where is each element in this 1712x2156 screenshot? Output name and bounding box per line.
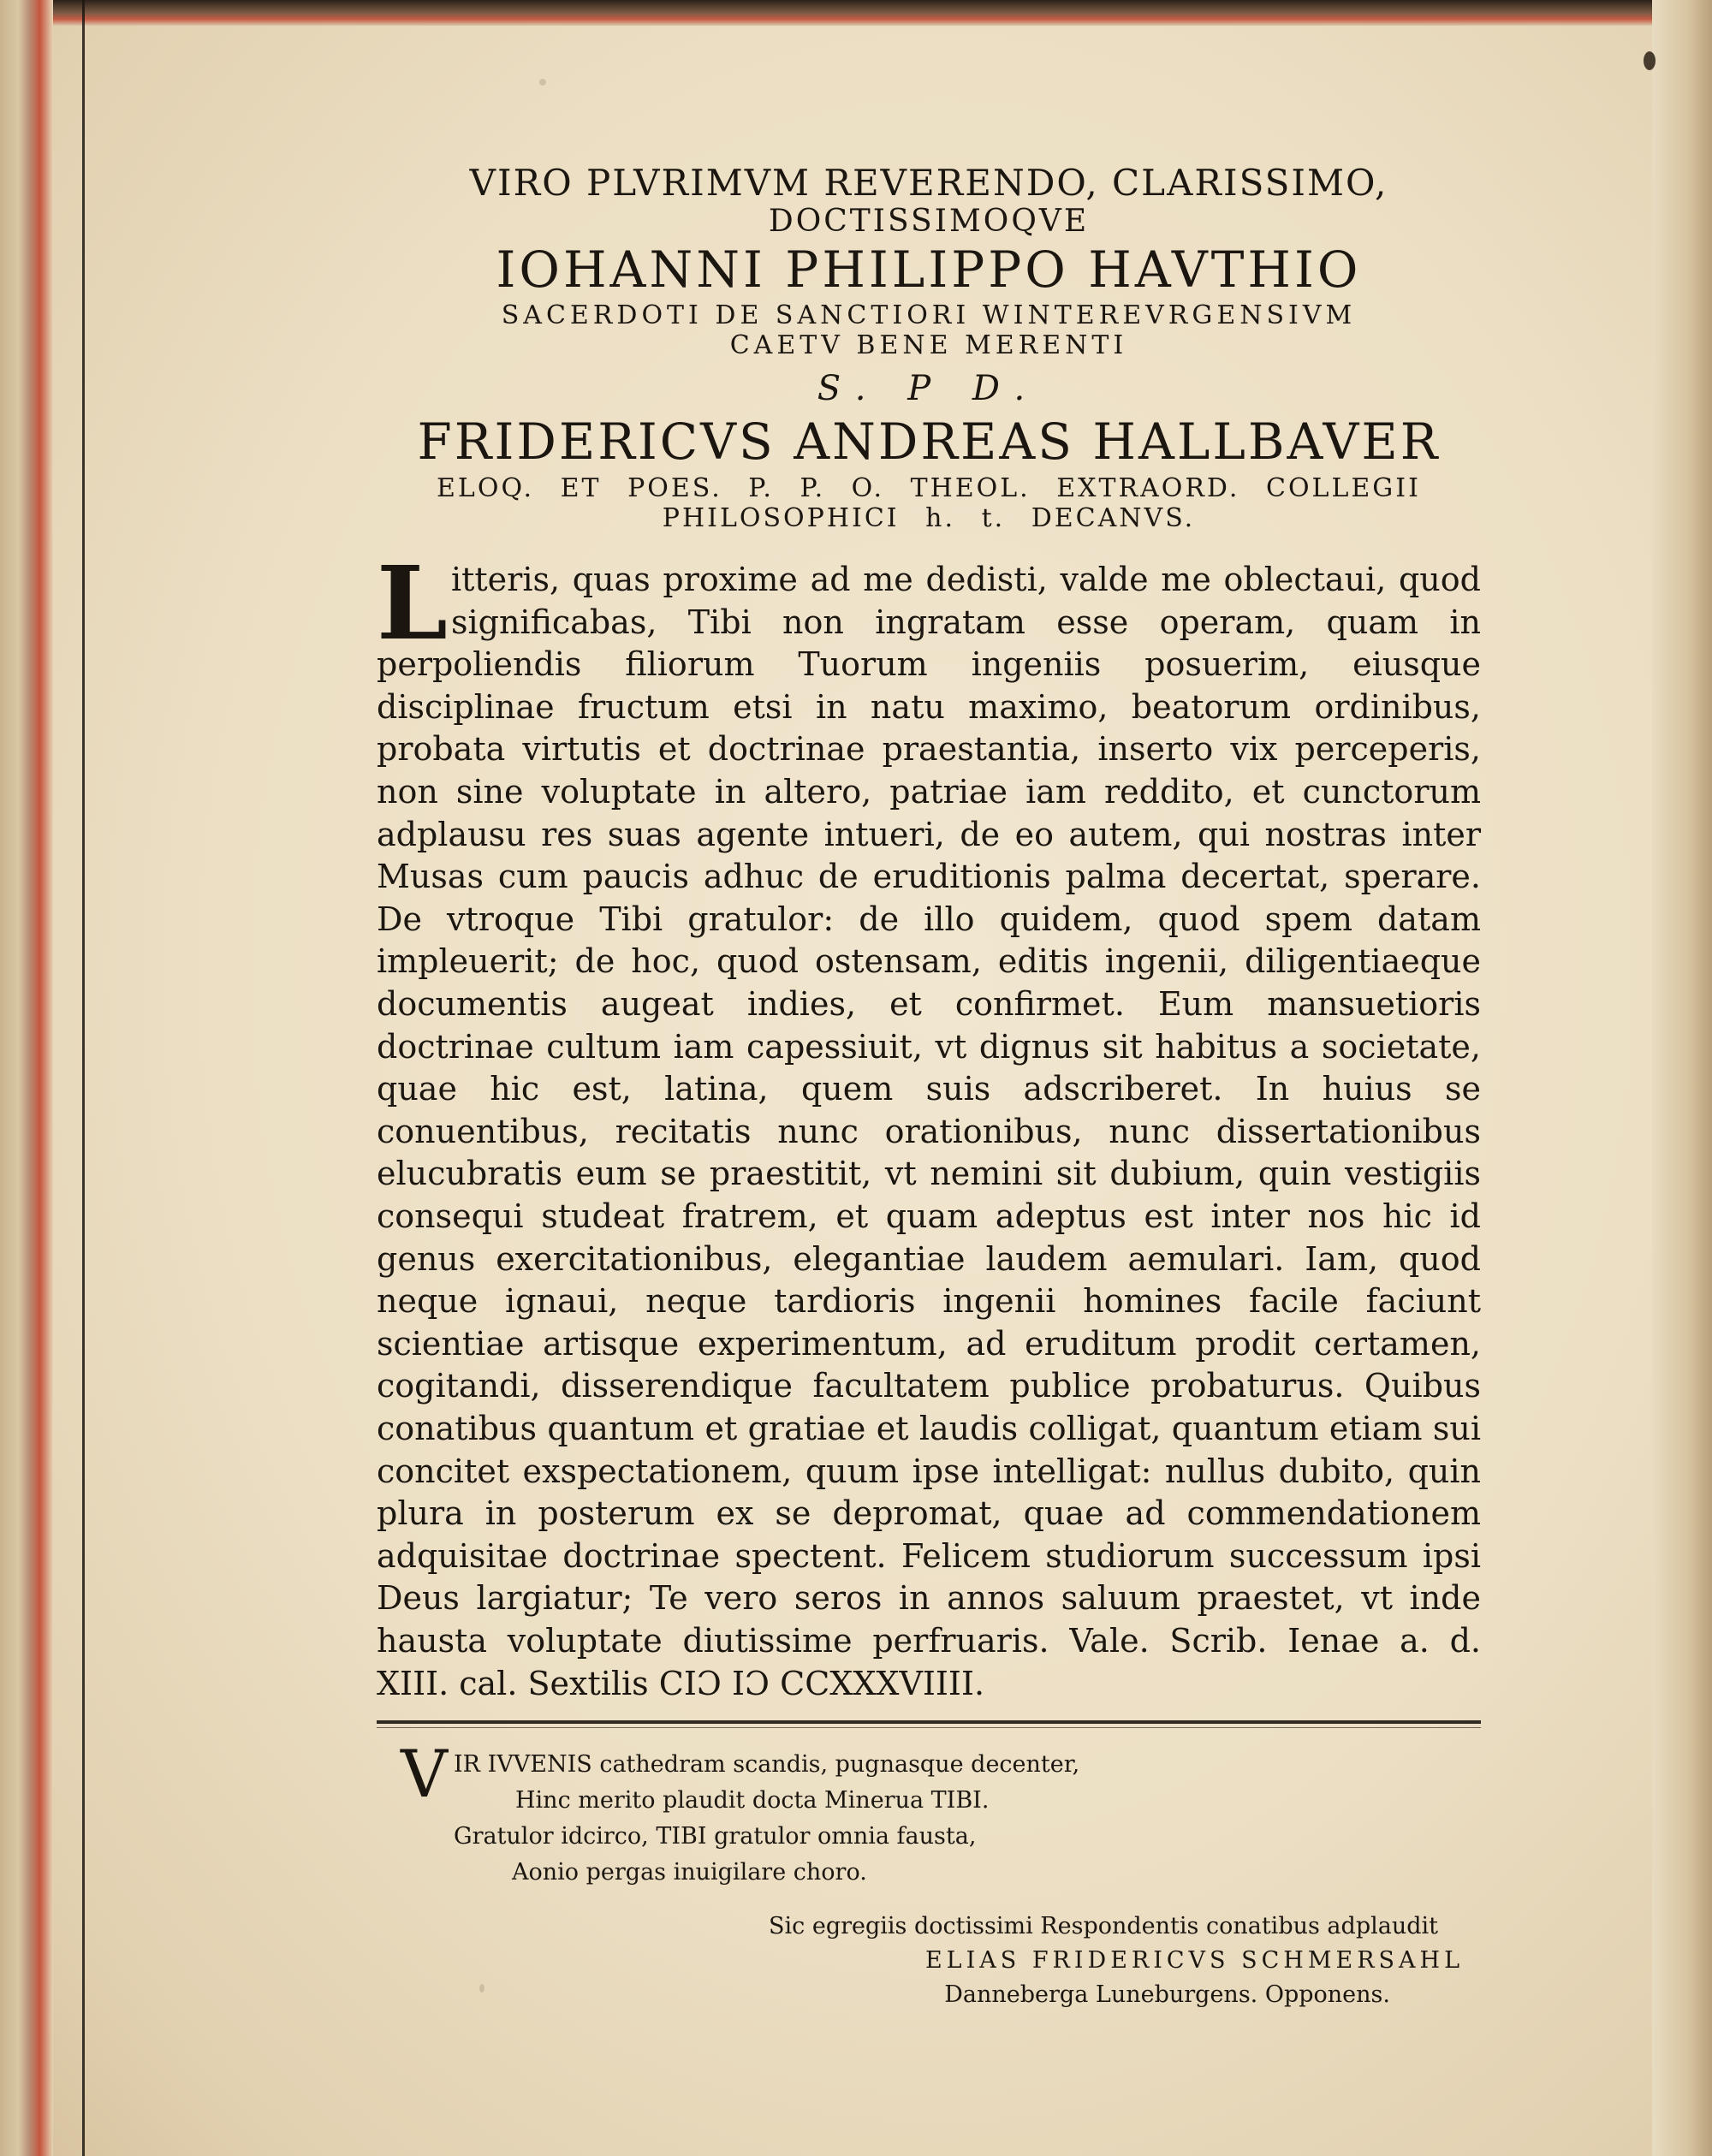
poem-initial: V xyxy=(401,1736,448,1813)
heading-author-name: FRIDERICVS ANDREAS HALLBAVER xyxy=(417,413,1441,472)
left-page-stack xyxy=(0,0,53,2156)
drop-cap: L xyxy=(377,543,448,663)
dedication-heading xyxy=(377,163,1481,533)
divider-rule xyxy=(377,1720,1481,1724)
poem-line-4: Aonio pergas inuigilare choro. xyxy=(512,1859,867,1886)
poem-line-1: IR IVVENIS cathedram scandis, pugnasque decenter, xyxy=(454,1751,1080,1779)
salutation: S. P D. xyxy=(817,369,1041,409)
heading-recipient-name: IOHANNI PHILIPPO HAVTHIO xyxy=(496,240,1362,299)
letter-body xyxy=(377,543,1481,1705)
ink-spot xyxy=(539,79,546,86)
poem-line-3: Gratulor idcirco, TIBI gratulor omnia fausta, xyxy=(454,1823,977,1850)
heading-line-5: CAETV BENE MERENTI xyxy=(729,330,1128,360)
gutter-line xyxy=(82,0,85,2156)
text-column xyxy=(377,163,1481,2012)
ink-spot xyxy=(1644,51,1656,70)
signature-name: ELIAS FRIDERICVS SCHMERSAHL xyxy=(924,1947,1464,1975)
letter-paragraph: itteris, quas proxime ad me dedisti, valde me oblectaui, quod significabas, Tibi non ingratam esse operam, quam in perpoliendis filiorum Tuorum ingeniis posuerim, eiusque disciplinae fructum etsi in natu maximo, beatorum ordinibus, probata virtutis et doctrinae praestantia, inserto vix perceperis, non sine voluptate in altero, patriae iam reddito, et cunctorum adplausu res suas agente intueri, de eo autem, qui nostras inter Musas cum paucis adhuc de eruditionis palma decertat, sperare. De vtroque Tibi gratulor: de illo quidem, quod spem datam impleuerit; de hoc, quod ostensam, editis ingenii, diligentiaeque documentis augeat indies, et confirmet. Eum mansuetioris doctrinae cultum iam capessiuit, vt dignus sit habitus a societate, quae hic est, latina, quem suis adscriberet. In huius se conuentibus, recitatis nunc orationibus, nunc dissertationibus elucubratis eum se praestitit, vt nemini sit dubium, quin vestigiis consequi studeat fratrem, et quam adeptus est inter nos hic id genus exercitationibus, elegantiae laudem aemulari. Iam, quod neque ignaui, neque tardioris ingenii homines facile faciunt scientiae artisque experimentum, ad eruditum prodit certamen, cogitandi, disserendique facultatem publice probaturus. Quibus conatibus quantum et gratiae et laudis colligat, quantum etiam sui concitet exspectationem, quum ipse intelligat: nullus dubito, quin plura in posterum ex se depromat, quae ad commendationem adquisitae doctrinae spectent. Felicem studiorum successum ipsi Deus largiatur; Te vero seros in annos saluum praestet, vt inde hausta voluptate diutissime perfruaris. Vale. Scrib. Ienae a. d. XIII. cal. Sextilis CIƆ IƆ CCXXXVIIII. xyxy=(377,561,1481,1702)
poem-line-2: Hinc merito plaudit docta Minerua TIBI. xyxy=(515,1787,990,1814)
heading-author-title-1: ELOQ. ET POES. P. P. O. THEOL. EXTRAORD. COLLEGII xyxy=(437,473,1421,504)
heading-line-2: DOCTISSIMOQVE xyxy=(768,204,1090,240)
page-top-border xyxy=(0,0,1712,26)
right-page-edge xyxy=(1652,0,1712,2156)
signature-block xyxy=(377,1910,1481,2012)
heading-author-title-2: PHILOSOPHICI h. t. DECANVS. xyxy=(662,502,1196,533)
signature-line-3: Danneberga Luneburgens. Opponens. xyxy=(944,1981,1390,2009)
heading-line-1: VIRO PLVRIMVM REVERENDO, CLARISSIMO, xyxy=(469,162,1388,204)
congratulatory-poem xyxy=(401,1736,1481,1891)
heading-line-4: SACERDOTI DE SANCTIORI WINTEREVRGENSIVM xyxy=(501,300,1357,331)
divider-rule-thin xyxy=(377,1727,1481,1728)
signature-line-1: Sic egregiis doctissimi Respondentis conatibus adplaudit xyxy=(769,1913,1438,1940)
